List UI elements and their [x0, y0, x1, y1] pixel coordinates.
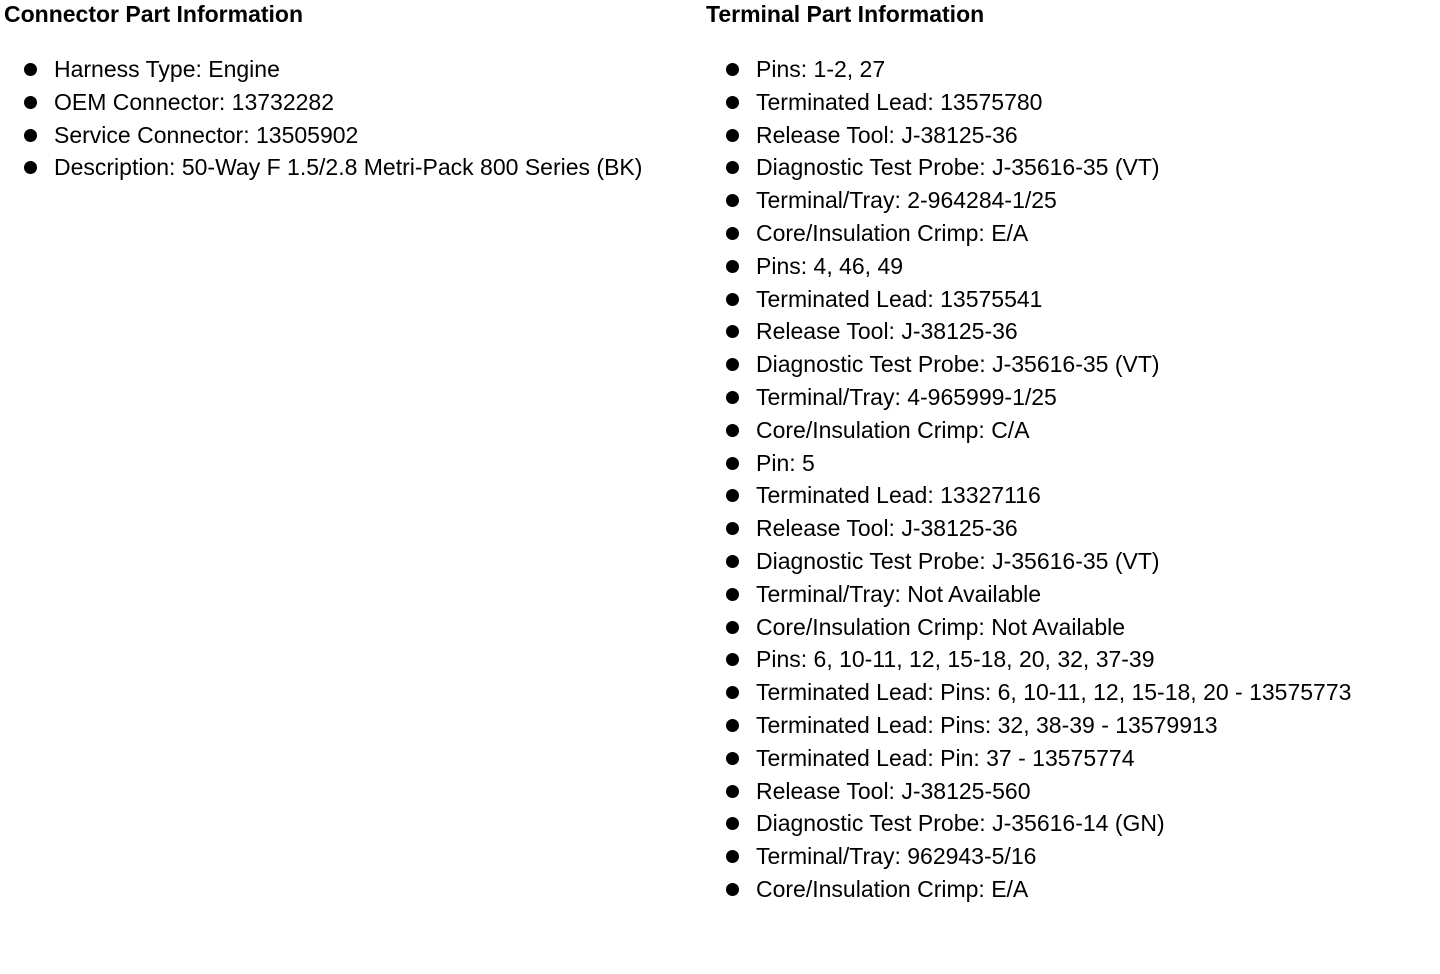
bullet-icon [726, 785, 739, 798]
list-item-text: Harness Type: Engine [54, 56, 280, 82]
list-item [706, 709, 1436, 742]
bullet-icon [726, 161, 739, 174]
list-item [706, 479, 1436, 512]
list-item [706, 611, 1436, 644]
list-item [706, 381, 1436, 414]
bullet-icon [726, 424, 739, 437]
bullet-icon [726, 686, 739, 699]
list-item [706, 119, 1436, 152]
terminal-group [706, 53, 1436, 250]
bullet-icon [24, 161, 37, 174]
list-item [706, 578, 1436, 611]
connector-part-section [4, 0, 694, 184]
list-item [706, 283, 1436, 316]
list-item [706, 742, 1436, 775]
bullet-icon [726, 129, 739, 142]
list-item-text: Terminated Lead: Pins: 6, 10-11, 12, 15-18, 20 - 13575773 [756, 679, 1352, 706]
bullet-icon [726, 358, 739, 371]
list-item-text: Service Connector: 13505902 [54, 121, 359, 148]
list-item-text: Terminal/Tray: Not Available [756, 580, 1042, 607]
list-item [706, 643, 1436, 676]
terminal-group [706, 250, 1436, 447]
list-item [706, 807, 1436, 840]
list-item-text: Release Tool: J-38125-560 [756, 777, 1031, 804]
list-item-text: Diagnostic Test Probe: J-35616-35 (VT) [756, 547, 1160, 574]
bullet-icon [24, 96, 37, 109]
list-item [706, 151, 1436, 184]
list-item-text: Pin: 5 [756, 449, 815, 476]
bullet-icon [726, 653, 739, 666]
list-item [706, 414, 1436, 447]
list-item-text: Terminal/Tray: 2-964284-1/25 [756, 187, 1057, 214]
bullet-icon [726, 260, 739, 273]
list-item [706, 315, 1436, 348]
list-item [4, 151, 694, 184]
list-item-text: Terminated Lead: Pins: 32, 38-39 - 13579913 [756, 711, 1218, 738]
list-item [4, 119, 694, 152]
bullet-icon [726, 522, 739, 535]
list-item [706, 348, 1436, 381]
bullet-icon [726, 457, 739, 470]
list-item [706, 184, 1436, 217]
list-item-text: Release Tool: J-38125-36 [756, 318, 1018, 345]
list-item [706, 775, 1436, 808]
bullet-icon [726, 391, 739, 404]
bullet-icon [24, 129, 37, 142]
list-item-text: Core/Insulation Crimp: Not Available [756, 613, 1126, 640]
list-item-text: Terminal/Tray: 962943-5/16 [756, 843, 1037, 870]
bullet-icon [726, 489, 739, 502]
bullet-icon [726, 752, 739, 765]
list-item [4, 86, 694, 119]
list-item [4, 53, 694, 86]
terminal-group [706, 643, 1436, 905]
list-item-text: Diagnostic Test Probe: J-35616-14 (GN) [756, 810, 1165, 837]
bullet-icon [726, 588, 739, 601]
bullet-icon [726, 719, 739, 732]
terminal-part-section [706, 0, 1436, 906]
list-item [706, 86, 1436, 119]
list-item [706, 250, 1436, 283]
list-item-text: Release Tool: J-38125-36 [756, 515, 1018, 542]
list-item-text: Terminated Lead: 13575541 [756, 285, 1043, 312]
bullet-icon [726, 817, 739, 830]
bullet-icon [726, 555, 739, 568]
bullet-icon [726, 325, 739, 338]
list-item [706, 53, 1436, 86]
list-item [706, 217, 1436, 250]
list-item-text: Core/Insulation Crimp: E/A [756, 219, 1029, 246]
list-item [706, 873, 1436, 906]
bullet-icon [726, 194, 739, 207]
list-item-text: Pins: 1-2, 27 [756, 56, 886, 82]
list-item [706, 676, 1436, 709]
terminal-group [706, 447, 1436, 644]
list-item-text: Pins: 6, 10-11, 12, 15-18, 20, 32, 37-39 [756, 646, 1155, 673]
bullet-icon [726, 850, 739, 863]
connector-part-list [4, 53, 694, 184]
terminal-part-groups [706, 53, 1436, 906]
list-item-text: Terminated Lead: Pin: 37 - 13575774 [756, 744, 1135, 771]
bullet-icon [726, 293, 739, 306]
terminal-part-heading: Terminal Part Information [706, 1, 985, 27]
list-item-text: OEM Connector: 13732282 [54, 88, 335, 115]
bullet-icon [726, 63, 739, 76]
list-item-text: Pins: 4, 46, 49 [756, 252, 904, 279]
list-item [706, 545, 1436, 578]
list-item [706, 447, 1436, 480]
list-item-text: Terminal/Tray: 4-965999-1/25 [756, 383, 1057, 410]
list-item-text: Release Tool: J-38125-36 [756, 121, 1018, 148]
list-item [706, 840, 1436, 873]
list-item-text: Diagnostic Test Probe: J-35616-35 (VT) [756, 351, 1160, 378]
bullet-icon [726, 227, 739, 240]
list-item-text: Diagnostic Test Probe: J-35616-35 (VT) [756, 154, 1160, 181]
list-item-text: Terminated Lead: 13327116 [756, 482, 1041, 509]
list-item-text: Description: 50-Way F 1.5/2.8 Metri-Pack 800 Series (BK) [54, 154, 643, 181]
list-item-text: Core/Insulation Crimp: C/A [756, 416, 1030, 443]
bullet-icon [726, 621, 739, 634]
bullet-icon [726, 883, 739, 896]
list-item-text: Core/Insulation Crimp: E/A [756, 875, 1029, 902]
list-item-text: Terminated Lead: 13575780 [756, 88, 1043, 115]
bullet-icon [24, 63, 37, 76]
bullet-icon [726, 96, 739, 109]
list-item [706, 512, 1436, 545]
connector-part-heading: Connector Part Information [4, 1, 304, 27]
